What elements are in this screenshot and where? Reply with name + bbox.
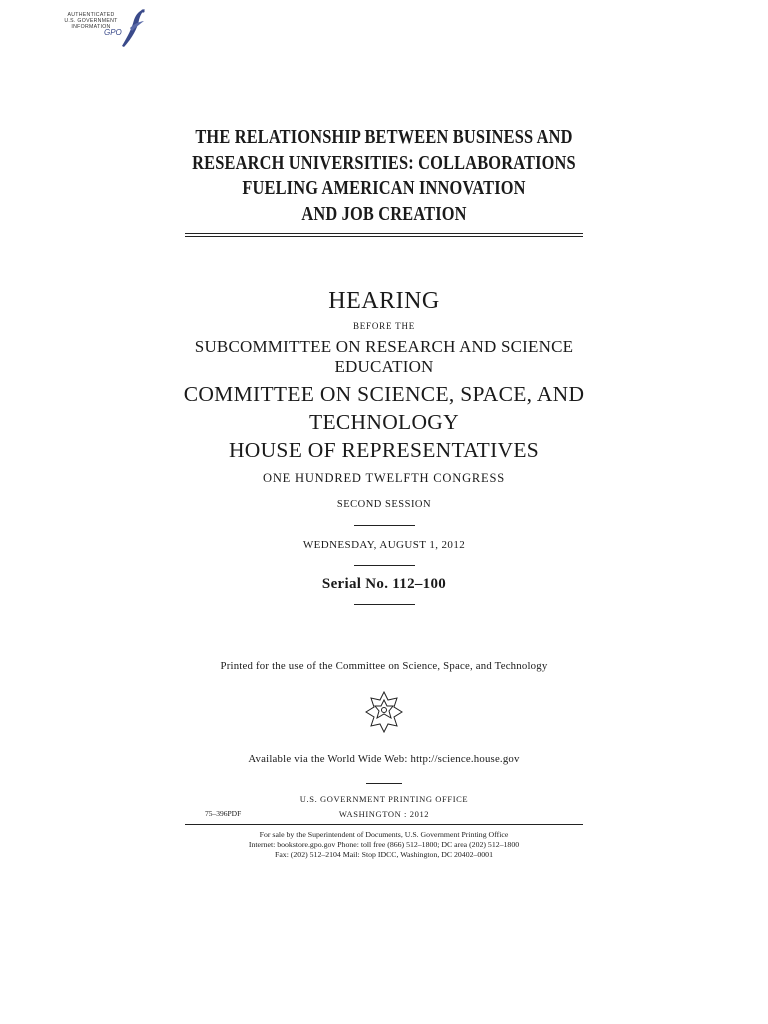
- seal-line-3: INFORMATION: [71, 24, 111, 30]
- serial-number: Serial No. 112–100: [321, 576, 447, 592]
- sale-info-line: Internet: bookstore.gpo.gov Phone: toll free (866) 512–1800; DC area (202) 512–1800: [248, 840, 520, 849]
- gpo-authentication-seal: [60, 6, 150, 48]
- subcommittee-line: EDUCATION: [334, 357, 434, 376]
- pdf-code: 75–396PDF: [205, 809, 242, 818]
- printing-office-name: U.S. GOVERNMENT PRINTING OFFICE: [299, 794, 469, 804]
- session-label: SECOND SESSION: [336, 499, 432, 510]
- printing-location: WASHINGTON : 2012: [338, 809, 430, 819]
- hearing-heading: HEARING: [328, 288, 440, 314]
- subcommittee-line: SUBCOMMITTEE ON RESEARCH AND SCIENCE: [194, 337, 574, 356]
- eagle-icon: [118, 6, 148, 48]
- sale-info-line: For sale by the Superintendent of Documents, U.S. Government Printing Office: [259, 830, 509, 839]
- committee-name: [0, 381, 768, 436]
- sale-info: [0, 830, 768, 860]
- gpo-mark: GPO: [104, 28, 122, 37]
- divider-rule: [366, 783, 402, 784]
- title-line: THE RELATIONSHIP BETWEEN BUSINESS AND: [195, 127, 573, 148]
- before-the-label: BEFORE THE: [352, 321, 416, 331]
- divider-rule: [354, 565, 415, 566]
- committee-line: COMMITTEE ON SCIENCE, SPACE, AND: [183, 382, 585, 406]
- availability-note: Available via the World Wide Web: http://science.house.gov: [248, 753, 520, 765]
- hearing-date: WEDNESDAY, AUGUST 1, 2012: [302, 539, 466, 551]
- seal-line-1: AUTHENTICATED: [67, 12, 115, 18]
- title-line: AND JOB CREATION: [301, 203, 467, 225]
- house-name: HOUSE OF REPRESENTATIVES: [228, 438, 540, 462]
- printed-for-note: Printed for the use of the Committee on Science, Space, and Technology: [220, 660, 548, 672]
- title-line: RESEARCH UNIVERSITIES: COLLABORATIONS: [192, 152, 576, 174]
- seal-line-2: U.S. GOVERNMENT: [64, 18, 118, 24]
- congress-label: ONE HUNDRED TWELFTH CONGRESS: [263, 471, 505, 485]
- title-rule-bottom: [185, 236, 583, 237]
- title-line: FUELING AMERICAN INNOVATION: [242, 178, 526, 199]
- divider-rule: [354, 604, 415, 605]
- committee-line: TECHNOLOGY: [309, 409, 459, 434]
- sale-info-rule: [185, 824, 583, 825]
- document-title: [61, 125, 706, 227]
- gpo-ornament-icon: [364, 690, 404, 734]
- title-rule-top: [185, 233, 583, 234]
- divider-rule: [354, 525, 415, 526]
- sale-info-line: Fax: (202) 512–2104 Mail: Stop IDCC, Washington, DC 20402–0001: [275, 850, 493, 859]
- subcommittee-name: [0, 337, 768, 377]
